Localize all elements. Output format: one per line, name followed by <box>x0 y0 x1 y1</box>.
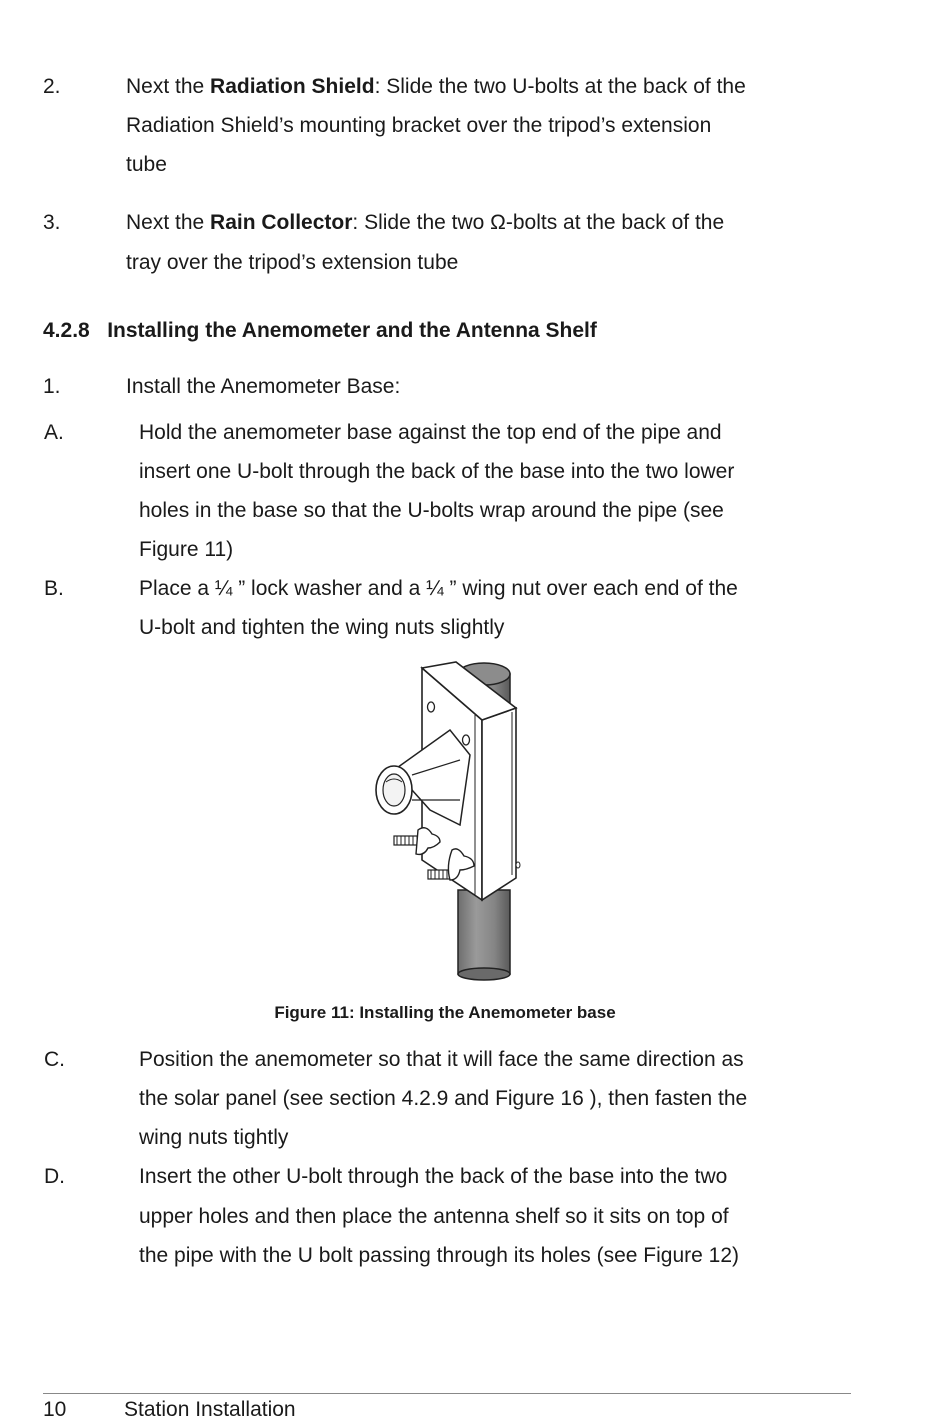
step-c-line: Position the anemometer so that it will face the same direction as <box>139 1048 744 1071</box>
step-b-line: Place a ¼ ” lock washer and a ¼ ” wing nut over each end of the <box>139 577 738 600</box>
step-b-line: U-bolt and tighten the wing nuts slightly <box>139 616 505 639</box>
step-c-label: C. <box>44 1048 65 1071</box>
item-3-number: 3. <box>43 211 61 234</box>
rain-collector-term: Rain Collector <box>210 211 353 234</box>
step-a-line: Figure 11) <box>139 538 234 561</box>
figure-caption: Figure 11: Installing the Anemometer base <box>274 1003 616 1022</box>
footer-section-title: Station Installation <box>124 1398 296 1421</box>
step-d-line: upper holes and then place the antenna shelf so it sits on top of <box>139 1205 729 1228</box>
item-2-number: 2. <box>43 75 61 98</box>
pipe-lower <box>458 890 510 980</box>
step-d-line: the pipe with the U bolt passing through its holes (see Figure 12) <box>139 1244 740 1267</box>
item-3-line-2: tray over the tripod’s extension tube <box>126 251 459 274</box>
step-c-line: wing nuts tightly <box>139 1126 289 1149</box>
step-a-line: insert one U-bolt through the back of the base into the two lower <box>139 460 735 483</box>
item-2-line-2: Radiation Shield’s mounting bracket over the tripod’s extension <box>126 114 712 137</box>
step-d-line: Insert the other U-bolt through the back of the base into the two <box>139 1165 728 1188</box>
item-2-line-1: Next the Radiation Shield: Slide the two U-bolts at the back of the <box>126 75 746 98</box>
radiation-shield-term: Radiation Shield <box>210 75 375 98</box>
item-2-line-3: tube <box>126 153 167 176</box>
step-a-line: holes in the base so that the U-bolts wrap around the pipe (see <box>139 499 724 522</box>
section-heading: 4.2.8 Installing the Anemometer and the Antenna Shelf <box>43 319 597 342</box>
step-c-line: the solar panel (see section 4.2.9 and Figure 16 ), then fasten the <box>139 1087 748 1110</box>
step-1-text: Install the Anemometer Base: <box>126 375 401 398</box>
anemometer-base-illustration <box>360 660 540 985</box>
step-1-number: 1. <box>43 375 61 398</box>
page-number: 10 <box>43 1398 67 1421</box>
step-b-label: B. <box>44 577 64 600</box>
step-d-label: D. <box>44 1165 65 1188</box>
step-a-line: Hold the anemometer base against the top end of the pipe and <box>139 421 722 444</box>
step-a-label: A. <box>44 421 64 444</box>
item-3-line-1: Next the Rain Collector: Slide the two Ω-bolts at the back of the <box>126 211 725 234</box>
